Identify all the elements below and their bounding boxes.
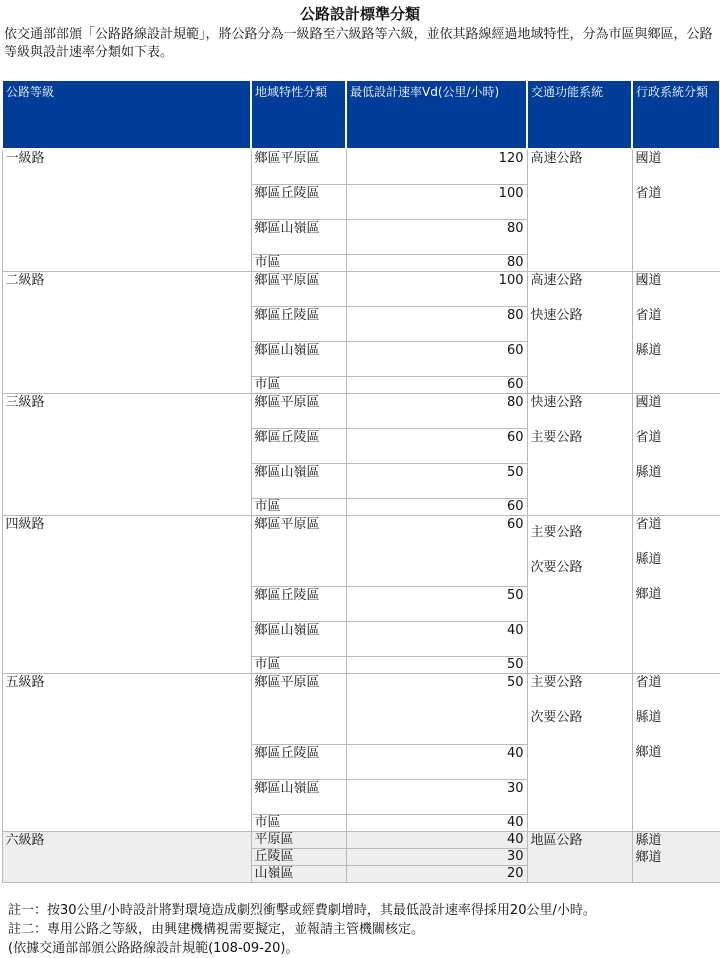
speed-cell: 60 <box>346 516 527 587</box>
area-cell: 鄉區丘陵區 <box>251 587 346 622</box>
admin-cell <box>632 516 720 674</box>
admin-item: 縣道 <box>635 343 662 358</box>
function-cell <box>527 674 632 832</box>
header-admin: 行政系統分類 <box>632 80 720 149</box>
intro-paragraph: 依交通部部頒「公路路線設計規範」，將公路分為一級路至六級路等六級，並依其路線經過地域特性，分為市區與鄉區，公路等級與設計速率分類如下表。 <box>4 27 713 60</box>
admin-item: 省道 <box>635 186 662 201</box>
area-cell: 鄉區山嶺區 <box>251 220 346 255</box>
speed-cell: 30 <box>346 780 527 815</box>
speed-cell: 50 <box>346 587 527 622</box>
admin-item: 國道 <box>635 273 662 288</box>
road-standard-table <box>1 79 720 883</box>
speed-cell: 80 <box>346 307 527 342</box>
admin-item: 省道 <box>635 517 662 532</box>
grade-cell: 六級路 <box>2 832 251 883</box>
area-cell: 市區 <box>251 815 346 832</box>
admin-item: 鄉道 <box>635 587 662 602</box>
area-cell: 鄉區平原區 <box>251 394 346 429</box>
speed-cell: 80 <box>346 220 527 255</box>
admin-item: 縣道 <box>635 552 662 567</box>
speed-cell: 100 <box>346 272 527 307</box>
area-cell: 鄉區丘陵區 <box>251 429 346 464</box>
admin-cell <box>632 149 720 272</box>
admin-cell <box>632 272 720 394</box>
table-header-row <box>2 80 720 149</box>
grade-cell: 二級路 <box>2 272 251 394</box>
area-cell: 鄉區山嶺區 <box>251 464 346 499</box>
admin-item: 國道 <box>635 151 662 166</box>
function-item: 主要公路 <box>530 430 583 445</box>
area-cell: 鄉區平原區 <box>251 674 346 745</box>
area-cell: 丘陵區 <box>251 849 346 866</box>
admin-cell <box>632 832 720 883</box>
speed-cell: 40 <box>346 815 527 832</box>
table-row <box>2 272 720 307</box>
grade-cell: 三級路 <box>2 394 251 516</box>
speed-cell: 50 <box>346 657 527 674</box>
header-area: 地域特性分類 <box>251 80 346 149</box>
admin-item: 縣道 <box>635 833 662 848</box>
speed-cell: 40 <box>346 832 527 849</box>
header-speed: 最低設計速率Vd(公里/小時) <box>346 80 527 149</box>
function-cell <box>527 272 632 394</box>
function-cell <box>527 149 632 272</box>
function-item: 次要公路 <box>530 560 583 575</box>
table-row <box>2 516 720 587</box>
admin-item: 鄉道 <box>635 850 662 865</box>
header-function: 交通功能系統 <box>527 80 632 149</box>
speed-cell: 100 <box>346 185 527 220</box>
function-item: 快速公路 <box>530 308 583 323</box>
speed-cell: 50 <box>346 674 527 745</box>
notes <box>8 901 596 958</box>
speed-cell: 60 <box>346 499 527 516</box>
page-title: 公路設計標準分類 <box>299 5 420 23</box>
function-item: 快速公路 <box>530 395 583 410</box>
note-2: 註二：專用公路之等級，由興建機構視需要擬定，並報請主管機關核定。 <box>8 922 425 937</box>
area-cell: 市區 <box>251 499 346 516</box>
table-row <box>2 832 720 849</box>
admin-item: 省道 <box>635 430 662 445</box>
grade-cell: 一級路 <box>2 149 251 272</box>
speed-cell: 60 <box>346 377 527 394</box>
area-cell: 山嶺區 <box>251 866 346 883</box>
admin-item: 省道 <box>635 675 662 690</box>
note-source: (依據交通部部頒公路路線設計規範(108-09-20)。 <box>8 941 299 956</box>
speed-cell: 30 <box>346 849 527 866</box>
area-cell: 鄉區山嶺區 <box>251 780 346 815</box>
area-cell: 鄉區平原區 <box>251 272 346 307</box>
function-cell <box>527 394 632 516</box>
admin-item: 國道 <box>635 395 662 410</box>
area-cell: 市區 <box>251 377 346 394</box>
admin-item: 縣道 <box>635 710 662 725</box>
area-cell: 鄉區丘陵區 <box>251 745 346 780</box>
admin-item: 省道 <box>635 308 662 323</box>
admin-item: 鄉道 <box>635 745 662 760</box>
area-cell: 鄉區山嶺區 <box>251 622 346 657</box>
admin-item: 縣道 <box>635 465 662 480</box>
admin-cell <box>632 674 720 832</box>
area-cell: 市區 <box>251 255 346 272</box>
header-grade: 公路等級 <box>2 80 251 149</box>
table-row <box>2 674 720 745</box>
grade-cell: 五級路 <box>2 674 251 832</box>
note-1: 註一：按30公里/小時設計將對環境造成劇烈衝擊或經費劇增時，其最低設計速率得採用20公里/小時。 <box>8 903 596 918</box>
function-item: 主要公路 <box>530 525 583 540</box>
speed-cell: 120 <box>346 149 527 185</box>
function-item: 次要公路 <box>530 710 583 725</box>
grade-cell: 四級路 <box>2 516 251 674</box>
area-cell: 平原區 <box>251 832 346 849</box>
speed-cell: 40 <box>346 622 527 657</box>
area-cell: 市區 <box>251 657 346 674</box>
speed-cell: 60 <box>346 429 527 464</box>
speed-cell: 40 <box>346 745 527 780</box>
function-cell <box>527 516 632 674</box>
speed-cell: 60 <box>346 342 527 377</box>
function-item: 主要公路 <box>530 675 583 690</box>
function-cell <box>527 832 632 883</box>
area-cell: 鄉區平原區 <box>251 516 346 587</box>
area-cell: 鄉區丘陵區 <box>251 307 346 342</box>
table-row <box>2 394 720 429</box>
admin-cell <box>632 394 720 516</box>
speed-cell: 50 <box>346 464 527 499</box>
function-item: 高速公路 <box>530 151 583 166</box>
speed-cell: 80 <box>346 394 527 429</box>
speed-cell: 80 <box>346 255 527 272</box>
function-item: 高速公路 <box>530 273 583 288</box>
area-cell: 鄉區山嶺區 <box>251 342 346 377</box>
table-row <box>2 149 720 185</box>
area-cell: 鄉區平原區 <box>251 149 346 185</box>
function-item: 地區公路 <box>530 833 583 848</box>
speed-cell: 20 <box>346 866 527 883</box>
area-cell: 鄉區丘陵區 <box>251 185 346 220</box>
